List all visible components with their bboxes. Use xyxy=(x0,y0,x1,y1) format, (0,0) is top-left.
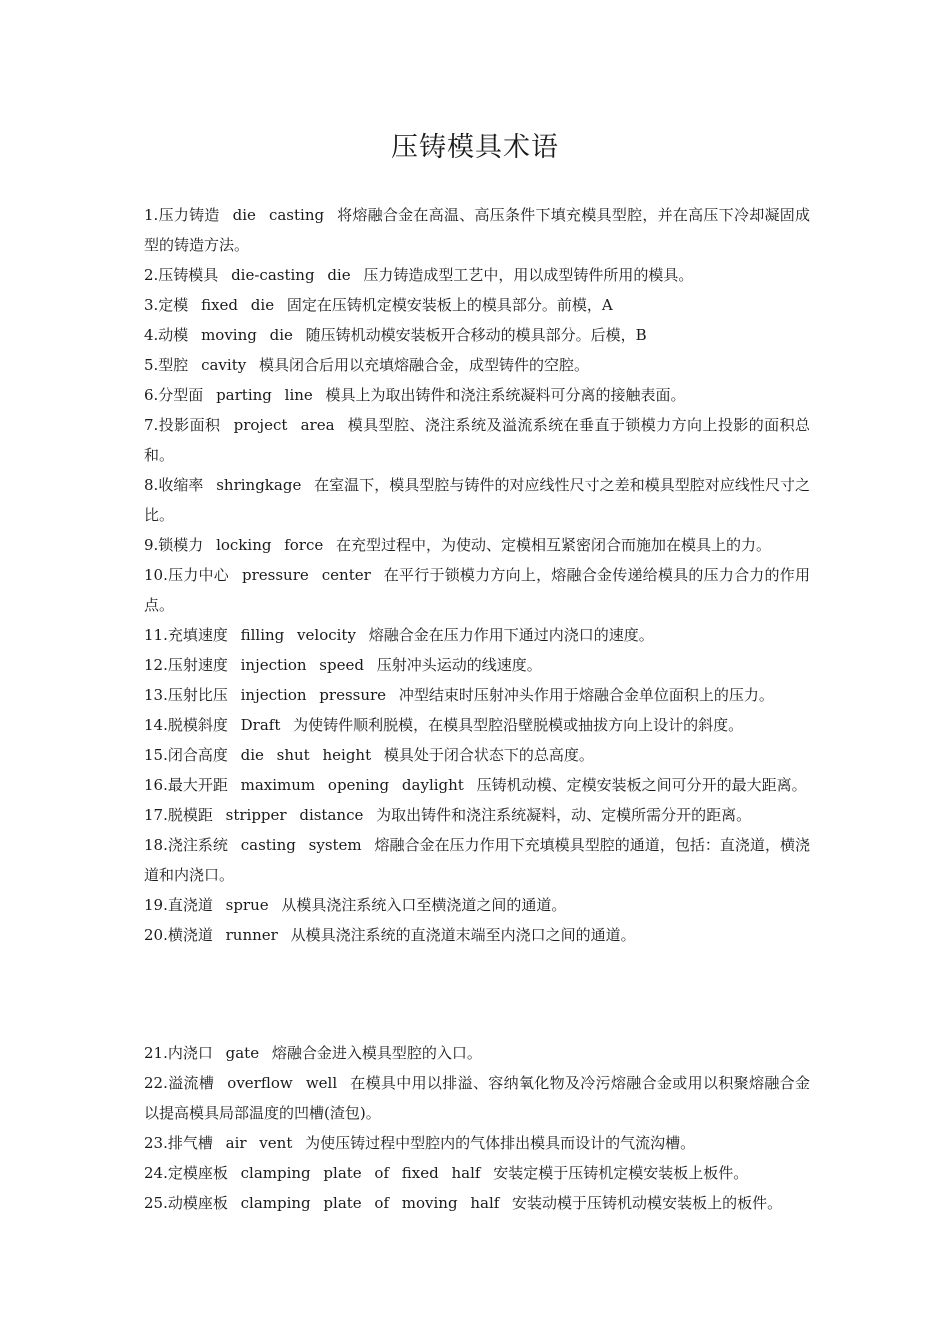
term-list-section-1 xyxy=(144,200,810,950)
term-item-21: 21.内浇口 gate 熔融合金进入模具型腔的入口。 xyxy=(144,1044,482,1062)
term-item-16: 16.最大开距 maximum opening daylight 压铸机动模、定模安装板之间可分开的最大距离。 xyxy=(144,776,807,794)
document-title: 压铸模具术语 xyxy=(391,132,559,164)
term-item-15: 15.闭合高度 die shut height 模具处于闭合状态下的总高度。 xyxy=(144,746,594,764)
term-item-5: 5.型腔 cavity 模具闭合后用以充填熔融合金，成型铸件的空腔。 xyxy=(144,356,589,374)
term-item-13: 13.压射比压 injection pressure 冲型结束时压射冲头作用于熔融合金单位面积上的压力。 xyxy=(144,686,774,704)
term-item-20: 20.横浇道 runner 从模具浇注系统的直浇道末端至内浇口之间的通道。 xyxy=(144,926,636,944)
term-item-12: 12.压射速度 injection speed 压射冲头运动的线速度。 xyxy=(144,656,542,674)
term-item-19: 19.直浇道 sprue 从模具浇注系统入口至横浇道之间的通道。 xyxy=(144,896,567,914)
term-item-2: 2.压铸模具 die-casting die 压力铸造成型工艺中，用以成型铸件所用的模具。 xyxy=(144,266,694,284)
term-item-9: 9.锁模力 locking force 在充型过程中，为使动、定模相互紧密闭合而施加在模具上的力。 xyxy=(144,536,772,554)
term-list-section-2 xyxy=(144,1038,810,1218)
term-item-3: 3.定模 fixed die 固定在压铸机定模安装板上的模具部分。前模，A xyxy=(144,296,613,314)
term-item-8: 8.收缩率 shringkage 在室温下，模具型腔与铸件的对应线性尺寸之差和模具型腔对应线性尺寸之比。 xyxy=(144,476,810,524)
term-item-14: 14.脱模斜度 Draft 为使铸件顺利脱模，在模具型腔沿壁脱模或抽拔方向上设计的斜度。 xyxy=(144,716,744,734)
term-item-24: 24.定模座板 clamping plate of fixed half 安装定模于压铸机定模安装板上板件。 xyxy=(144,1164,749,1182)
term-item-22: 22.溢流槽 overflow well 在模具中用以排溢、容纳氧化物及冷污熔融合金或用以积聚熔融合金以提高模具局部温度的凹槽(渣包)。 xyxy=(144,1074,810,1122)
term-item-25: 25.动模座板 clamping plate of moving half 安装动模于压铸机动模安装板上的板件。 xyxy=(144,1194,783,1212)
term-item-7: 7.投影面积 project area 模具型腔、浇注系统及溢流系统在垂直于锁模力方向上投影的面积总和。 xyxy=(144,416,810,464)
term-item-10: 10.压力中心 pressure center 在平行于锁模力方向上，熔融合金传递给模具的压力合力的作用点。 xyxy=(144,566,810,614)
term-item-17: 17.脱模距 stripper distance 为取出铸件和浇注系统凝料，动、定模所需分开的距离。 xyxy=(144,806,752,824)
term-item-4: 4.动模 moving die 随压铸机动模安装板开合移动的模具部分。后模，B xyxy=(144,326,647,344)
term-item-6: 6.分型面 parting line 模具上为取出铸件和浇注系统凝料可分离的接触表面。 xyxy=(144,386,686,404)
term-item-18: 18.浇注系统 casting system 熔融合金在压力作用下充填模具型腔的通道，包括：直浇道，横浇道和内浇口。 xyxy=(144,836,810,884)
term-item-11: 11.充填速度 filling velocity 熔融合金在压力作用下通过内浇口的速度。 xyxy=(144,626,654,644)
term-item-1: 1.压力铸造 die casting 将熔融合金在高温、高压条件下填充模具型腔，并在高压下冷却凝固成型的铸造方法。 xyxy=(144,206,810,254)
term-item-23: 23.排气槽 air vent 为使压铸过程中型腔内的气体排出模具而设计的气流沟槽。 xyxy=(144,1134,696,1152)
